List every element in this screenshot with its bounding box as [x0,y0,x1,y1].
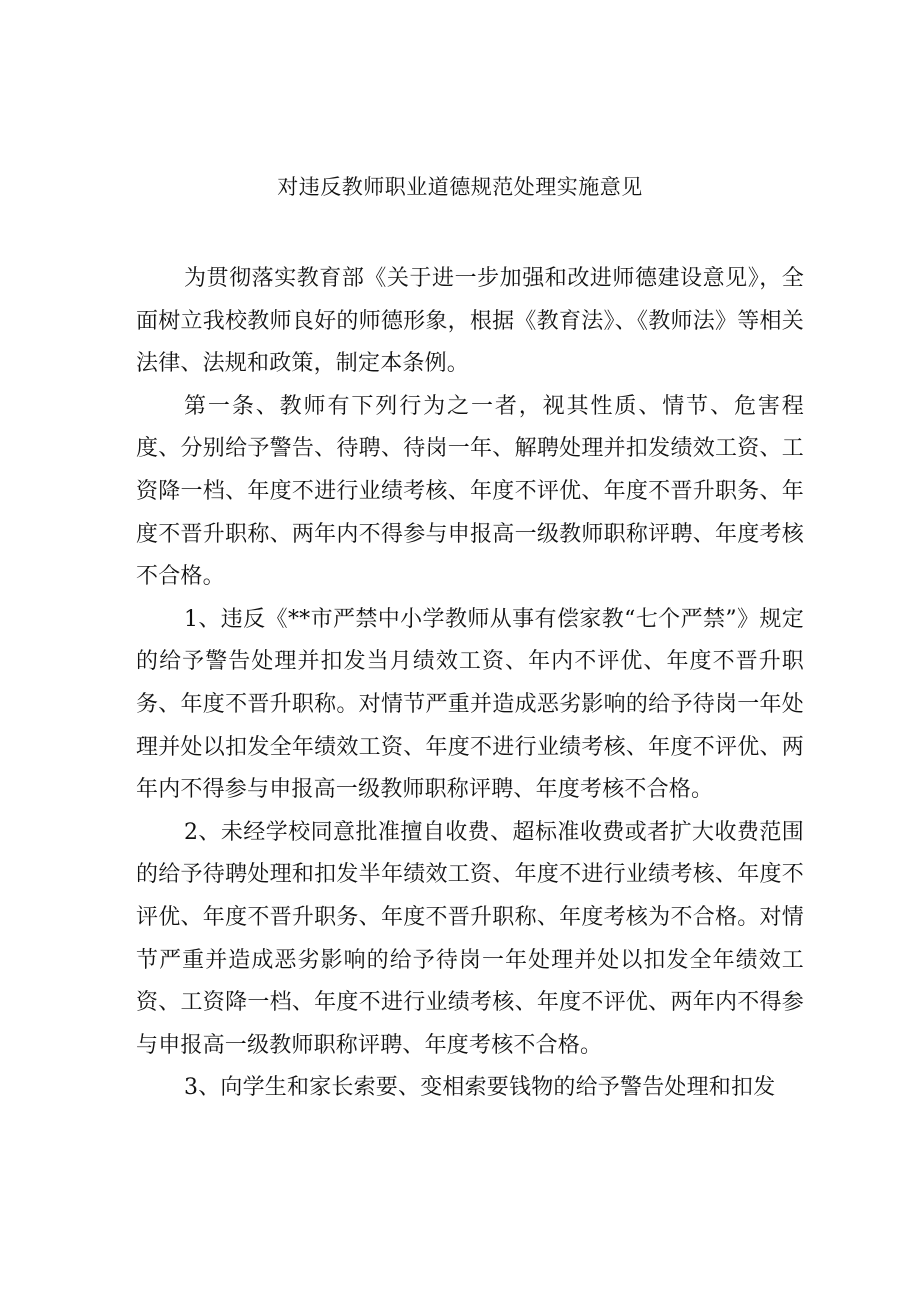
paragraph-item-1: 1、违反《**市严禁中小学教师从事有偿家教“七个严禁”》规定的给予警告处理并扣发当月绩效工资、年内不评优、年度不晋升职务、年度不晋升职称。对情节严重并造成恶劣影响的给予待岗一年处理并处以扣发全年绩效工资、年度不进行业绩考核、年度不评优、两年内不得参与申报高一级教师职称评聘、年度考核不合格。 [136,606,804,803]
paragraph-article-1: 第一条、教师有下列行为之一者，视其性质、情节、危害程度、分别给予警告、待聘、待岗一年、解聘处理并扣发绩效工资、工资降一档、年度不进行业绩考核、年度不评优、年度不晋升职务、年度不晋升职称、两年内不得参与申报高一级教师职称评聘、年度考核不合格。 [136,393,804,590]
document-body [136,258,804,1110]
paragraph-item-2: 2、未经学校同意批准擅自收费、超标准收费或者扩大收费范围的给予待聘处理和扣发半年绩效工资、年度不进行业绩考核、年度不评优、年度不晋升职务、年度不晋升职称、年度考核为不合格。对情节严重并造成恶劣影响的给予待岗一年处理并处以扣发全年绩效工资、工资降一档、年度不进行业绩考核、年度不评优、两年内不得参与申报高一级教师职称评聘、年度考核不合格。 [136,819,804,1058]
paragraph-item-3: 3、向学生和家长索要、变相索要钱物的给予警告处理和扣发 [184,1075,776,1101]
document-title: 对违反教师职业道德规范处理实施意见 [277,175,643,199]
paragraph-intro: 为贯彻落实教育部《关于进一步加强和改进师德建设意见》，全面树立我校教师良好的师德形象，根据《教育法》、《教师法》等相关法律、法规和政策，制定本条例。 [136,266,804,377]
